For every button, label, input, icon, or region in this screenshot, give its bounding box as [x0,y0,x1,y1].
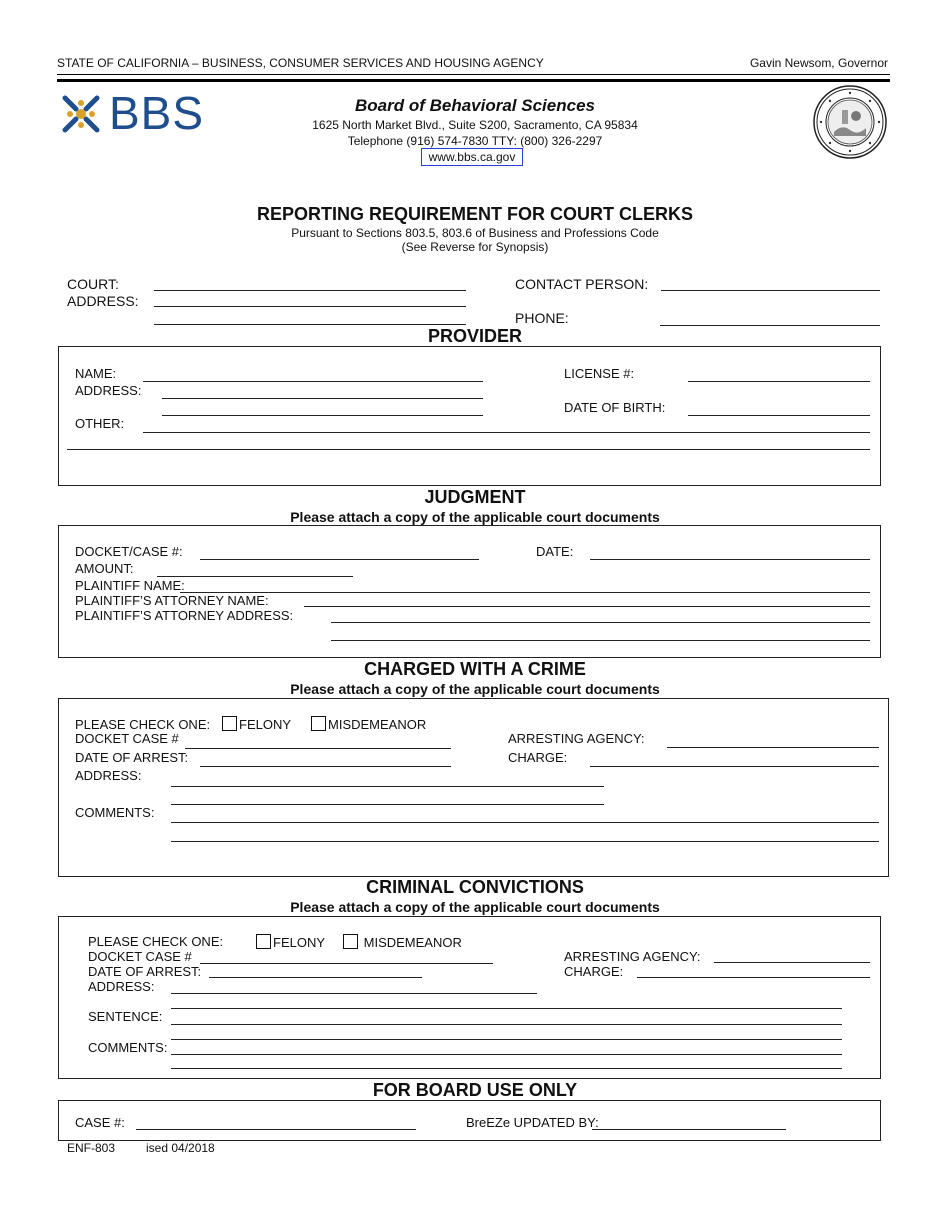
header-rule-thin [57,74,890,75]
crime-misdemeanor-option[interactable] [311,716,426,732]
board-use-case-field[interactable] [136,1129,416,1130]
crime-arrest-date-label: DATE OF ARREST: [75,750,189,765]
provider-other-field-1[interactable] [143,432,870,433]
convictions-sentence-field-1[interactable] [171,1008,842,1009]
convictions-comments-field-3[interactable] [171,1068,842,1069]
provider-license-label: LICENSE #: [564,366,635,381]
provider-box [58,346,881,486]
crime-heading: CHARGED WITH A CRIME [364,659,586,679]
provider-license-field[interactable] [688,381,870,382]
court-address-label: ADDRESS: [67,293,139,309]
contact-person-field[interactable] [661,290,880,291]
convictions-misdemeanor-label: MISDEMEANOR [363,935,462,950]
state-seal [812,84,888,160]
judgment-attach-note: Please attach a copy of the applicable court documents [290,509,660,525]
provider-heading: PROVIDER [427,326,523,346]
board-use-heading: FOR BOARD USE ONLY [372,1080,578,1100]
crime-comments-label: COMMENTS: [75,805,155,820]
crime-charge-field[interactable] [590,766,879,767]
website-link[interactable]: www.bbs.ca.gov [421,148,523,166]
board-telephone: Telephone (916) 574-7830 TTY: (800) 326-2297 [347,134,603,148]
convictions-felony-option[interactable] [256,934,325,950]
provider-address-field-1[interactable] [162,398,483,399]
convictions-docket-field[interactable] [200,963,493,964]
state-seal-icon [812,84,888,160]
judgment-plaintiff-name-label: PLAINTIFF NAME: [75,578,185,593]
board-address: 1625 North Market Blvd., Suite S200, Sacramento, CA 95834 [312,118,638,132]
agency-line: STATE OF CALIFORNIA – BUSINESS, CONSUMER SERVICES AND HOUSING AGENCY [57,56,544,70]
crime-comments-field-2[interactable] [171,841,879,842]
convictions-comments-label: COMMENTS: [88,1040,168,1055]
provider-address-field-2[interactable] [162,415,483,416]
phone-label: PHONE: [515,310,569,326]
governor-line: Gavin Newsom, Governor [749,56,888,70]
form-pursuant: Pursuant to Sections 803.5, 803.6 of Business and Professions Code [291,226,659,240]
crime-agency-label: ARRESTING AGENCY: [508,731,645,746]
convictions-agency-label: ARRESTING AGENCY: [564,949,701,964]
court-address-field-1[interactable] [154,306,466,307]
convictions-heading: CRIMINAL CONVICTIONS [366,877,584,897]
footer-revised: ised 04/2018 [146,1141,215,1155]
crime-address-field-2[interactable] [171,804,604,805]
crime-docket-field[interactable] [185,748,451,749]
crime-docket-label: DOCKET CASE # [75,731,179,746]
judgment-attorney-address-label: PLAINTIFF’S ATTORNEY ADDRESS: [75,608,294,623]
form-see-reverse: (See Reverse for Synopsis) [401,240,549,254]
convictions-agency-field[interactable] [714,962,870,963]
convictions-felony-checkbox[interactable] [256,934,271,949]
convictions-charge-field[interactable] [637,977,870,978]
judgment-docket-label: DOCKET/CASE #: [75,544,183,559]
form-title: REPORTING REQUIREMENT FOR COURT CLERKS [256,204,693,224]
crime-misdemeanor-label: MISDEMEANOR [328,717,427,732]
provider-name-field[interactable] [143,381,483,382]
court-field[interactable] [154,290,466,291]
convictions-arrest-date-label: DATE OF ARREST: [88,964,202,979]
crime-felony-label: FELONY [239,717,292,732]
convictions-felony-label: FELONY [273,935,326,950]
provider-name-label: NAME: [75,366,117,381]
board-use-breeze-label: BreEZe UPDATED BY: [466,1115,599,1130]
provider-other-label: OTHER: [75,416,125,431]
crime-agency-field[interactable] [667,747,879,748]
provider-dob-field[interactable] [688,415,870,416]
crime-arrest-date-field[interactable] [200,766,451,767]
judgment-amount-field[interactable] [157,576,353,577]
convictions-charge-label: CHARGE: [564,964,624,979]
provider-address-label: ADDRESS: [75,383,142,398]
judgment-plaintiff-name-field[interactable] [180,592,870,593]
court-label: COURT: [67,276,119,292]
header-rule-thick [57,79,890,82]
crime-felony-option[interactable] [222,716,291,732]
convictions-sentence-field-2[interactable] [171,1024,842,1025]
board-use-case-label: CASE #: [75,1115,125,1130]
convictions-address-field[interactable] [171,993,537,994]
board-use-breeze-field[interactable] [592,1129,786,1130]
provider-dob-label: DATE OF BIRTH: [564,400,666,415]
judgment-attorney-name-field[interactable] [304,606,870,607]
court-address-field-2[interactable] [154,324,466,325]
crime-comments-field-1[interactable] [171,822,879,823]
board-name: Board of Behavioral Sciences [355,96,595,115]
footer-form-id: ENF-803 [67,1141,116,1155]
convictions-sentence-label: SENTENCE: [88,1009,163,1024]
judgment-date-label: DATE: [536,544,574,559]
contact-person-label: CONTACT PERSON: [515,276,649,292]
judgment-amount-label: AMOUNT: [75,561,134,576]
crime-check-one-label: PLEASE CHECK ONE: [75,717,211,732]
convictions-address-label: ADDRESS: [88,979,155,994]
judgment-attorney-name-label: PLAINTIFF’S ATTORNEY NAME: [75,593,269,608]
convictions-arrest-date-field[interactable] [209,977,422,978]
convictions-misdemeanor-option[interactable] [343,934,462,950]
crime-attach-note: Please attach a copy of the applicable court documents [290,681,660,697]
provider-other-field-2[interactable] [67,449,870,450]
crime-address-label: ADDRESS: [75,768,142,783]
judgment-attorney-address-field-1[interactable] [331,622,870,623]
convictions-comments-field-2[interactable] [171,1054,842,1055]
crime-charge-label: CHARGE: [508,750,568,765]
crime-felony-checkbox[interactable] [222,716,237,731]
convictions-comments-field-1[interactable] [171,1039,842,1040]
judgment-date-field[interactable] [590,559,870,560]
judgment-attorney-address-field-2[interactable] [331,640,870,641]
convictions-attach-note: Please attach a copy of the applicable court documents [290,899,660,915]
convictions-docket-label: DOCKET CASE # [88,949,192,964]
convictions-check-one-label: PLEASE CHECK ONE: [88,934,224,949]
crime-misdemeanor-checkbox[interactable] [311,716,326,731]
judgment-heading: JUDGMENT [424,487,526,507]
bbs-logo-text: BBS [109,87,205,139]
convictions-misdemeanor-checkbox[interactable] [343,934,358,949]
crime-address-field-1[interactable] [171,786,604,787]
judgment-docket-field[interactable] [200,559,479,560]
